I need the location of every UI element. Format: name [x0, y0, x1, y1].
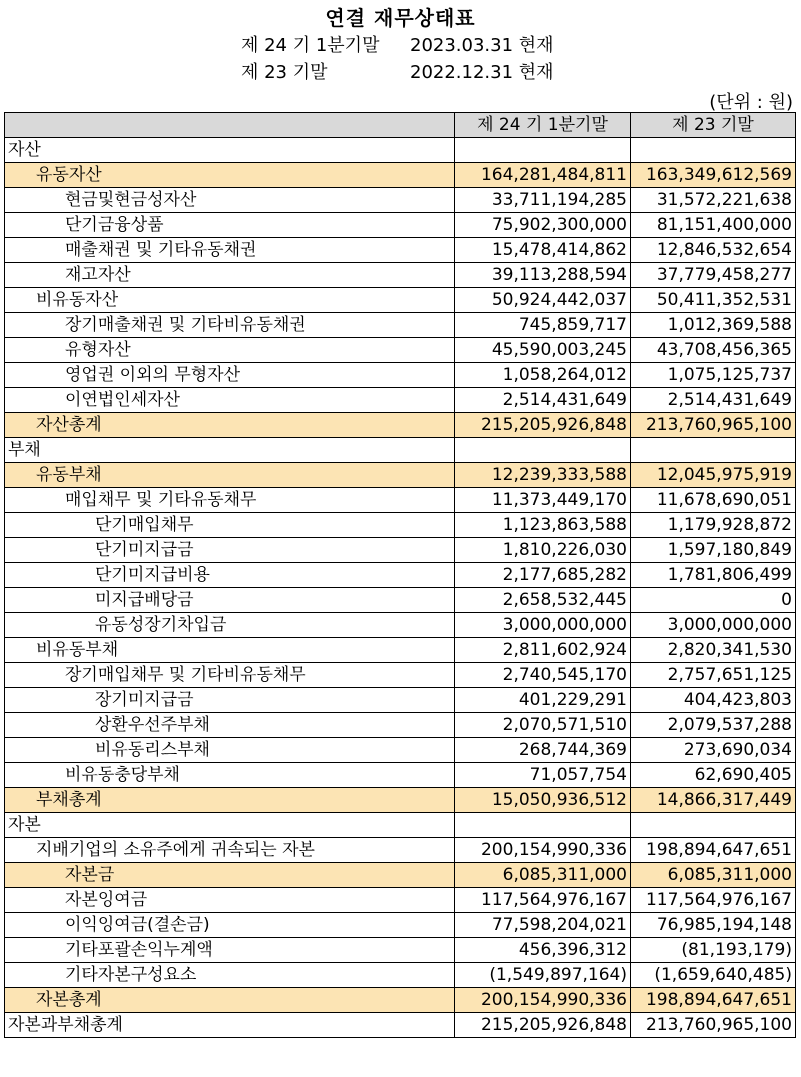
current-period-value: 1,123,863,588 — [455, 513, 631, 538]
table-row — [5, 263, 796, 288]
current-period-value: 2,811,602,924 — [455, 638, 631, 663]
prior-period-value: 12,045,975,919 — [631, 463, 796, 488]
table-row — [5, 638, 796, 663]
current-period-value: 12,239,333,588 — [455, 463, 631, 488]
account-label: 자본금 — [5, 863, 455, 888]
current-period-value: 33,711,194,285 — [455, 188, 631, 213]
account-label: 비유동충당부채 — [5, 763, 455, 788]
account-label: 재고자산 — [5, 263, 455, 288]
current-period-value: 215,205,926,848 — [455, 413, 631, 438]
current-period-value: 268,744,369 — [455, 738, 631, 763]
current-period-value — [455, 438, 631, 463]
account-label: 단기금융상품 — [5, 213, 455, 238]
current-period-value: 1,810,226,030 — [455, 538, 631, 563]
current-period-value: 77,598,204,021 — [455, 913, 631, 938]
current-period-value: 200,154,990,336 — [455, 988, 631, 1013]
prior-period-value: 11,678,690,051 — [631, 488, 796, 513]
current-period-value: 2,740,545,170 — [455, 663, 631, 688]
account-label: 단기매입채무 — [5, 513, 455, 538]
account-label: 이연법인세자산 — [5, 388, 455, 413]
account-label: 영업권 이외의 무형자산 — [5, 363, 455, 388]
account-label: 장기매입채무 및 기타비유동채무 — [5, 663, 455, 688]
prior-period-value: 6,085,311,000 — [631, 863, 796, 888]
table-row — [5, 413, 796, 438]
account-label: 지배기업의 소유주에게 귀속되는 자본 — [5, 838, 455, 863]
prior-period-value: 2,079,537,288 — [631, 713, 796, 738]
account-label: 매입채무 및 기타유동채무 — [5, 488, 455, 513]
prior-period-value: 2,514,431,649 — [631, 388, 796, 413]
table-row — [5, 1013, 796, 1038]
account-label: 장기매출채권 및 기타비유동채권 — [5, 313, 455, 338]
table-row — [5, 938, 796, 963]
account-label: 유동부채 — [5, 463, 455, 488]
prior-period-value: 198,894,647,651 — [631, 838, 796, 863]
table-row — [5, 288, 796, 313]
table-row — [5, 813, 796, 838]
period-prior-label: 제 23 기말 — [241, 62, 328, 83]
table-row — [5, 913, 796, 938]
prior-period-value: 81,151,400,000 — [631, 213, 796, 238]
prior-period-value: 2,757,651,125 — [631, 663, 796, 688]
unit-label: (단위 : 원) — [709, 92, 793, 113]
table-row — [5, 238, 796, 263]
table-row — [5, 963, 796, 988]
current-period-value: 200,154,990,336 — [455, 838, 631, 863]
prior-period-value: 213,760,965,100 — [631, 413, 796, 438]
account-label: 단기미지급금 — [5, 538, 455, 563]
table-row — [5, 988, 796, 1013]
current-period-value: 50,924,442,037 — [455, 288, 631, 313]
prior-period-value: 163,349,612,569 — [631, 163, 796, 188]
current-period-value: 2,070,571,510 — [455, 713, 631, 738]
statement-title: 연결 재무상태표 — [325, 6, 476, 30]
column-header-account — [5, 113, 455, 138]
table-row — [5, 663, 796, 688]
prior-period-value — [631, 138, 796, 163]
account-label: 미지급배당금 — [5, 588, 455, 613]
account-label: 상환우선주부채 — [5, 713, 455, 738]
table-row — [5, 888, 796, 913]
account-label: 비유동부채 — [5, 638, 455, 663]
current-period-value: 401,229,291 — [455, 688, 631, 713]
account-label: 비유동자산 — [5, 288, 455, 313]
account-label: 비유동리스부채 — [5, 738, 455, 763]
prior-period-value: 50,411,352,531 — [631, 288, 796, 313]
account-label: 유동자산 — [5, 163, 455, 188]
balance-sheet-table — [4, 112, 796, 1038]
prior-period-value: 62,690,405 — [631, 763, 796, 788]
table-row — [5, 513, 796, 538]
prior-period-value: 1,179,928,872 — [631, 513, 796, 538]
table-row — [5, 613, 796, 638]
column-header-current: 제 24 기 1분기말 — [455, 113, 631, 138]
current-period-value: 117,564,976,167 — [455, 888, 631, 913]
current-period-value: 11,373,449,170 — [455, 488, 631, 513]
prior-period-value: (81,193,179) — [631, 938, 796, 963]
table-row — [5, 788, 796, 813]
prior-period-value: 0 — [631, 588, 796, 613]
prior-period-value: 76,985,194,148 — [631, 913, 796, 938]
table-header-row — [5, 113, 796, 138]
current-period-value — [455, 813, 631, 838]
account-label: 자산총계 — [5, 413, 455, 438]
prior-period-value: 43,708,456,365 — [631, 338, 796, 363]
prior-period-value: 2,820,341,530 — [631, 638, 796, 663]
prior-period-value: 14,866,317,449 — [631, 788, 796, 813]
prior-period-value: 213,760,965,100 — [631, 1013, 796, 1038]
table-row — [5, 213, 796, 238]
period-prior-date: 2022.12.31 현재 — [410, 62, 554, 83]
account-label: 기타포괄손익누계액 — [5, 938, 455, 963]
account-label: 이익잉여금(결손금) — [5, 913, 455, 938]
account-label: 장기미지급금 — [5, 688, 455, 713]
table-row — [5, 563, 796, 588]
current-period-value: 164,281,484,811 — [455, 163, 631, 188]
current-period-value: 2,514,431,649 — [455, 388, 631, 413]
account-label: 현금및현금성자산 — [5, 188, 455, 213]
table-row — [5, 363, 796, 388]
period-current-label: 제 24 기 1분기말 — [241, 35, 380, 56]
account-label: 유형자산 — [5, 338, 455, 363]
account-label: 자산 — [5, 138, 455, 163]
prior-period-value: 198,894,647,651 — [631, 988, 796, 1013]
current-period-value: 2,658,532,445 — [455, 588, 631, 613]
account-label: 매출채권 및 기타유동채권 — [5, 238, 455, 263]
prior-period-value: 1,781,806,499 — [631, 563, 796, 588]
table-row — [5, 763, 796, 788]
table-row — [5, 438, 796, 463]
current-period-value: 75,902,300,000 — [455, 213, 631, 238]
account-label: 자본총계 — [5, 988, 455, 1013]
current-period-value: 45,590,003,245 — [455, 338, 631, 363]
table-row — [5, 713, 796, 738]
prior-period-value: 1,597,180,849 — [631, 538, 796, 563]
table-row — [5, 588, 796, 613]
current-period-value: 1,058,264,012 — [455, 363, 631, 388]
table-row — [5, 163, 796, 188]
column-header-prior: 제 23 기말 — [631, 113, 796, 138]
table-row — [5, 863, 796, 888]
prior-period-value: 31,572,221,638 — [631, 188, 796, 213]
prior-period-value — [631, 438, 796, 463]
current-period-value: 456,396,312 — [455, 938, 631, 963]
table-row — [5, 538, 796, 563]
current-period-value — [455, 138, 631, 163]
prior-period-value: 117,564,976,167 — [631, 888, 796, 913]
current-period-value: 15,050,936,512 — [455, 788, 631, 813]
current-period-value: (1,549,897,164) — [455, 963, 631, 988]
table-row — [5, 688, 796, 713]
account-label: 기타자본구성요소 — [5, 963, 455, 988]
table-row — [5, 463, 796, 488]
table-row — [5, 188, 796, 213]
account-label: 자본잉여금 — [5, 888, 455, 913]
table-row — [5, 488, 796, 513]
account-label: 자본과부채총계 — [5, 1013, 455, 1038]
prior-period-value: 404,423,803 — [631, 688, 796, 713]
table-row — [5, 313, 796, 338]
table-row — [5, 388, 796, 413]
table-row — [5, 838, 796, 863]
prior-period-value — [631, 813, 796, 838]
prior-period-value: 37,779,458,277 — [631, 263, 796, 288]
current-period-value: 215,205,926,848 — [455, 1013, 631, 1038]
current-period-value: 3,000,000,000 — [455, 613, 631, 638]
prior-period-value: 273,690,034 — [631, 738, 796, 763]
period-current-date: 2023.03.31 현재 — [410, 35, 554, 56]
table-row — [5, 738, 796, 763]
prior-period-value: 3,000,000,000 — [631, 613, 796, 638]
account-label: 단기미지급비용 — [5, 563, 455, 588]
account-label: 자본 — [5, 813, 455, 838]
prior-period-value: 1,012,369,588 — [631, 313, 796, 338]
prior-period-value: (1,659,640,485) — [631, 963, 796, 988]
account-label: 부채총계 — [5, 788, 455, 813]
table-row — [5, 138, 796, 163]
current-period-value: 745,859,717 — [455, 313, 631, 338]
account-label: 부채 — [5, 438, 455, 463]
current-period-value: 39,113,288,594 — [455, 263, 631, 288]
current-period-value: 71,057,754 — [455, 763, 631, 788]
account-label: 유동성장기차입금 — [5, 613, 455, 638]
current-period-value: 6,085,311,000 — [455, 863, 631, 888]
prior-period-value: 12,846,532,654 — [631, 238, 796, 263]
current-period-value: 15,478,414,862 — [455, 238, 631, 263]
current-period-value: 2,177,685,282 — [455, 563, 631, 588]
prior-period-value: 1,075,125,737 — [631, 363, 796, 388]
table-row — [5, 338, 796, 363]
